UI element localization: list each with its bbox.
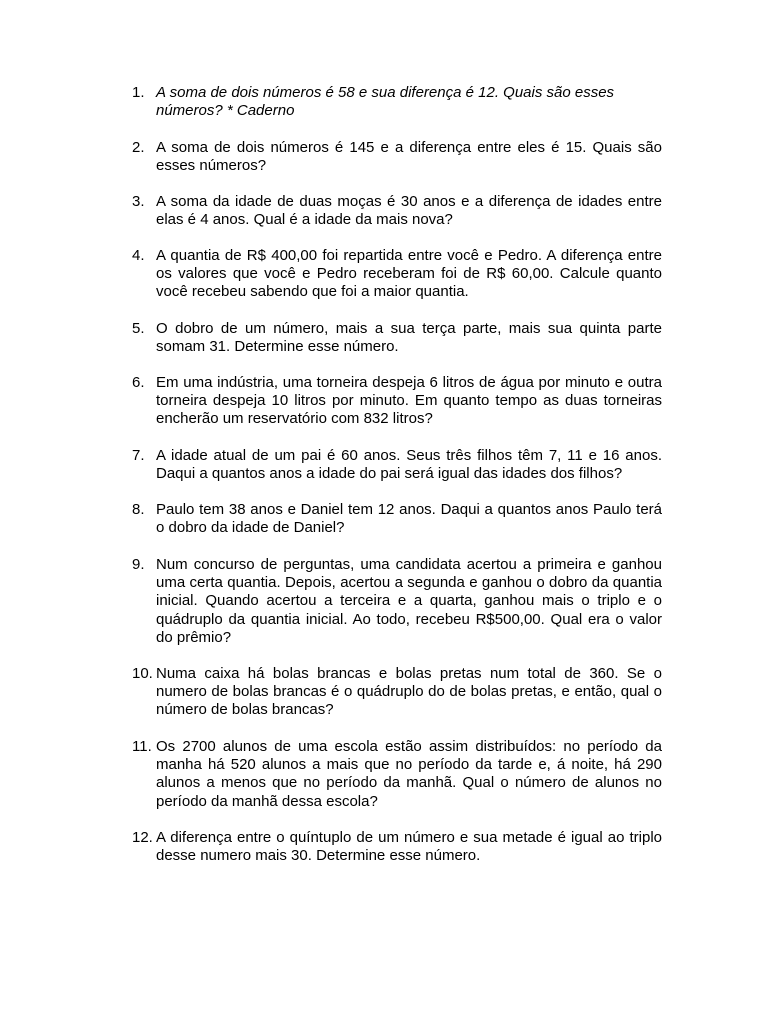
question-text: Paulo tem 38 anos e Daniel tem 12 anos. Daqui a quantos anos Paulo terá o dobro da idade de Daniel?: [156, 501, 662, 537]
question-item: [132, 374, 662, 429]
question-number: 11.: [132, 738, 152, 755]
question-item: [132, 556, 662, 647]
question-number: 10.: [132, 665, 153, 682]
question-number: 2.: [132, 139, 145, 156]
question-number: 12.: [132, 829, 153, 846]
question-text: Em uma indústria, uma torneira despeja 6 litros de água por minuto e outra torneira despeja 10 litros por minuto. Em quanto tempo as duas torneiras encherão um reservatório com 832 litros?: [156, 374, 662, 428]
question-text: O dobro de um número, mais a sua terça parte, mais sua quinta parte somam 31. Determine esse número.: [156, 320, 662, 356]
question-text: Numa caixa há bolas brancas e bolas pretas num total de 360. Se o numero de bolas brancas é o quádruplo do de bolas pretas, e então, qual o número de bolas brancas?: [156, 665, 662, 719]
question-item: [132, 501, 662, 537]
question-text: A soma de dois números é 58 e sua diferença é 12. Quais são esses números? * Caderno: [156, 84, 615, 120]
question-number: 1.: [132, 84, 145, 101]
question-item: [132, 738, 662, 811]
question-item: [132, 320, 662, 356]
question-text: A diferença entre o quíntuplo de um número e sua metade é igual ao triplo desse numero mais 30. Determine esse número.: [156, 829, 662, 865]
question-text: A soma de dois números é 145 e a diferença entre eles é 15. Quais são esses números?: [156, 139, 662, 175]
question-item: [132, 665, 662, 720]
question-number: 7.: [132, 447, 145, 464]
question-number: 9.: [132, 556, 145, 573]
question-item: [132, 139, 662, 175]
question-item: [132, 84, 662, 120]
question-text: Num concurso de perguntas, uma candidata acertou a primeira e ganhou uma certa quantia. Depois, acertou a segunda e ganhou o dobro da quantia inicial. Quando acertou a terceira e a quarta, ganhou mais o triplo e o quádruplo da quantia inicial. Ao todo, recebeu R$500,00. Qual era o valor do prêmio?: [156, 556, 662, 646]
question-text: A quantia de R$ 400,00 foi repartida entre você e Pedro. A diferença entre os valores que você e Pedro receberam foi de R$ 60,00. Calcule quanto você recebeu sabendo que foi a maior quantia.: [156, 247, 662, 301]
question-number: 3.: [132, 193, 145, 210]
question-item: [132, 829, 662, 865]
question-text: A soma da idade de duas moças é 30 anos e a diferença de idades entre elas é 4 anos. Qual é a idade da mais nova?: [156, 193, 662, 229]
question-number: 4.: [132, 247, 145, 264]
question-item: [132, 247, 662, 302]
question-item: [132, 193, 662, 229]
question-number: 8.: [132, 501, 145, 518]
question-item: [132, 447, 662, 483]
question-number: 6.: [132, 374, 145, 391]
question-text: Os 2700 alunos de uma escola estão assim distribuídos: no período da manha há 520 alunos a mais que no período da tarde e, á noite, há 290 alunos a menos que no período da manhã. Qual o número de alunos no período da manhã dessa escola?: [156, 738, 662, 810]
question-number: 5.: [132, 320, 145, 337]
question-text: A idade atual de um pai é 60 anos. Seus três filhos têm 7, 11 e 16 anos. Daqui a quantos anos a idade do pai será igual das idades dos filhos?: [156, 447, 662, 483]
